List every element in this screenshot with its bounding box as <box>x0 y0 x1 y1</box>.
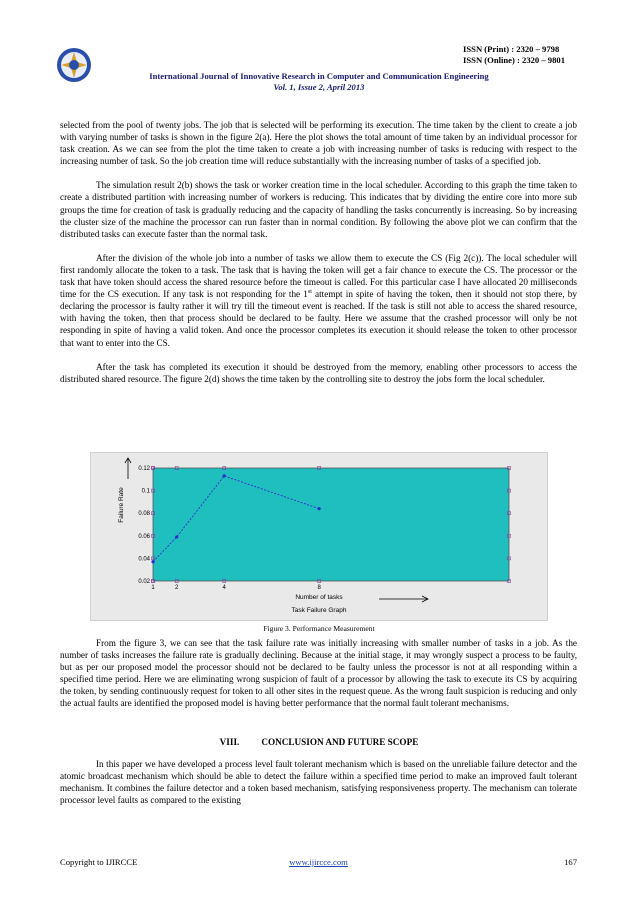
paragraph-5: From the figure 3, we can see that the task failure rate was initially increasing with smaller number of tasks in a job. As the number of tasks increases the failure rate is gradually declining. Because at the initial stage, it may wrongly suspect a process to be faulty, but as per our proposed model the processor should not be declared to be faulty unless the processor is not at all responding within a specified time period. Here we are eliminating wrong suspicion of fault of a processor by allowing the task to execute its CS by acquiring the token, by sending continuously request for token to all other sites in the request queue. As the wrong fault suspicion is reducing and only the actual faults are identified the proposed model is having better performance that the normal fault tolerant mechanisms. <box>60 638 577 709</box>
section-heading <box>0 737 638 747</box>
y-tick-label: 0.12 <box>138 466 150 472</box>
paragraph-3-part-b: attempt in spite of having the token, then it should not stop there, by declaring the processor is faulty rather it will try till the timeout event is reached. If the task is still not able to access the shared resource, with having the token, then that process should be declared to be faulty. Here we assume that the crashed processor will only be not responding in spite of having a valid token. And once the processor completes its execution it should release the token to other processor that want to enter into the CS. <box>60 289 577 348</box>
figure-3-chart <box>90 452 548 621</box>
y-tick-label: 0.08 <box>138 511 150 518</box>
page-body-2 <box>60 637 577 710</box>
paragraph-3-part-a: After the division of the whole job into a number of tasks we allow them to execute the CS (Fig 2(c)). The local scheduler will first randomly allocate the token to a task. The task that is having the token will get a fair chance to execute the CS. The processor or the task that have token should access the shared resource before the timeout is called. For this particular case I have allocated 20 milliseconds time for the CS execution. If any task is not responding for the 1 <box>60 252 577 300</box>
x-tick-label: 2 <box>175 585 179 591</box>
paragraph-2: The simulation result 2(b) shows the task or worker creation time in the local scheduler. According to this graph the time taken to create a distributed partition with increasing number of workers is reducing. This indicates that by dividing the entire core into more sub groups the time for creation of task is gradually reducing and the capacity of handling the tasks concurrently is increasing. So by increasing the cluster size of the machine the processor can run faster than in normal condition. By following the above plot we can confirm that the distributed tasks can execute faster than the normal task. <box>60 180 577 239</box>
paragraph-6: In this paper we have developed a process level fault tolerant mechanism which is based on the unreliable failure detector and the atomic broadcast mechanism which should be able to detect the failure within a specified time period to make an improved fault tolerant mechanism. It combines the failure detector and a token based mechanism, satisfying responsiveness property. The mechanism can tolerate processor level faults as compared to the existing <box>60 759 577 806</box>
journal-title-block <box>0 71 638 93</box>
y-tick-label: 0.02 <box>138 579 150 585</box>
journal-name: International Journal of Innovative Research in Computer and Communication Engineering <box>149 71 489 81</box>
y-tick-label: 0.1 <box>141 488 150 495</box>
y-axis-label: Failure Rate <box>118 487 125 523</box>
section-number: VIII. <box>219 737 240 747</box>
superscript-st: st <box>307 289 312 296</box>
y-axis-arrow-icon <box>125 458 131 479</box>
paragraph-3 <box>60 252 577 349</box>
y-tick-label: 0.04 <box>138 556 150 563</box>
x-tick-label: 8 <box>317 585 321 591</box>
page-body-3 <box>60 758 577 806</box>
page-header <box>0 0 638 100</box>
page-number: 167 <box>564 857 577 867</box>
y-tick-label: 0.06 <box>138 533 150 540</box>
paragraph-1: selected from the pool of twenty jobs. The job that is selected will be performing its execution. The time taken by the client to create a job with varying number of tasks is shown in the figure 2(a). Here the plot shows the total amount of time taken by an individual processor for task creation. As we can see from the plot the time taken to create a job with increasing number of tasks is reducing with respect to the increasing number of task. So the job creation time will reduce substantially with the increasing number of tasks of a specified job. <box>60 120 577 167</box>
section-title: CONCLUSION AND FUTURE SCOPE <box>261 737 419 747</box>
chart-title: Task Failure Graph <box>291 607 347 614</box>
plot-area <box>153 468 509 581</box>
footer-url-link[interactable]: www.ijircce.com <box>289 857 348 867</box>
issn-online: ISSN (Online) : 2320 – 9801 <box>463 55 565 65</box>
figure-caption: Figure 3. Performance Measurement <box>263 624 375 633</box>
footer-copyright: Copyright to IJIRCCE <box>60 857 138 867</box>
data-point <box>175 535 178 538</box>
data-point <box>223 474 226 477</box>
issn-block <box>463 44 565 66</box>
data-point <box>151 560 154 563</box>
data-point <box>318 507 321 510</box>
issn-print: ISSN (Print) : 2320 – 9798 <box>463 44 560 54</box>
x-tick-label: 4 <box>222 585 226 591</box>
paragraph-4: After the task has completed its execution it should be destroyed from the memory, enabling other processors to access the distributed shared resource. The figure 2(d) shows the time taken by the controlling site to destroy the jobs form the local scheduler. <box>60 361 577 384</box>
x-tick-label: 1 <box>151 585 155 591</box>
failure-rate-chart <box>91 453 547 620</box>
x-axis-arrow-icon <box>379 596 428 602</box>
page-body <box>60 119 577 385</box>
journal-volume: Vol. 1, Issue 2, April 2013 <box>273 82 365 92</box>
x-axis-label: Number of tasks <box>295 594 343 601</box>
